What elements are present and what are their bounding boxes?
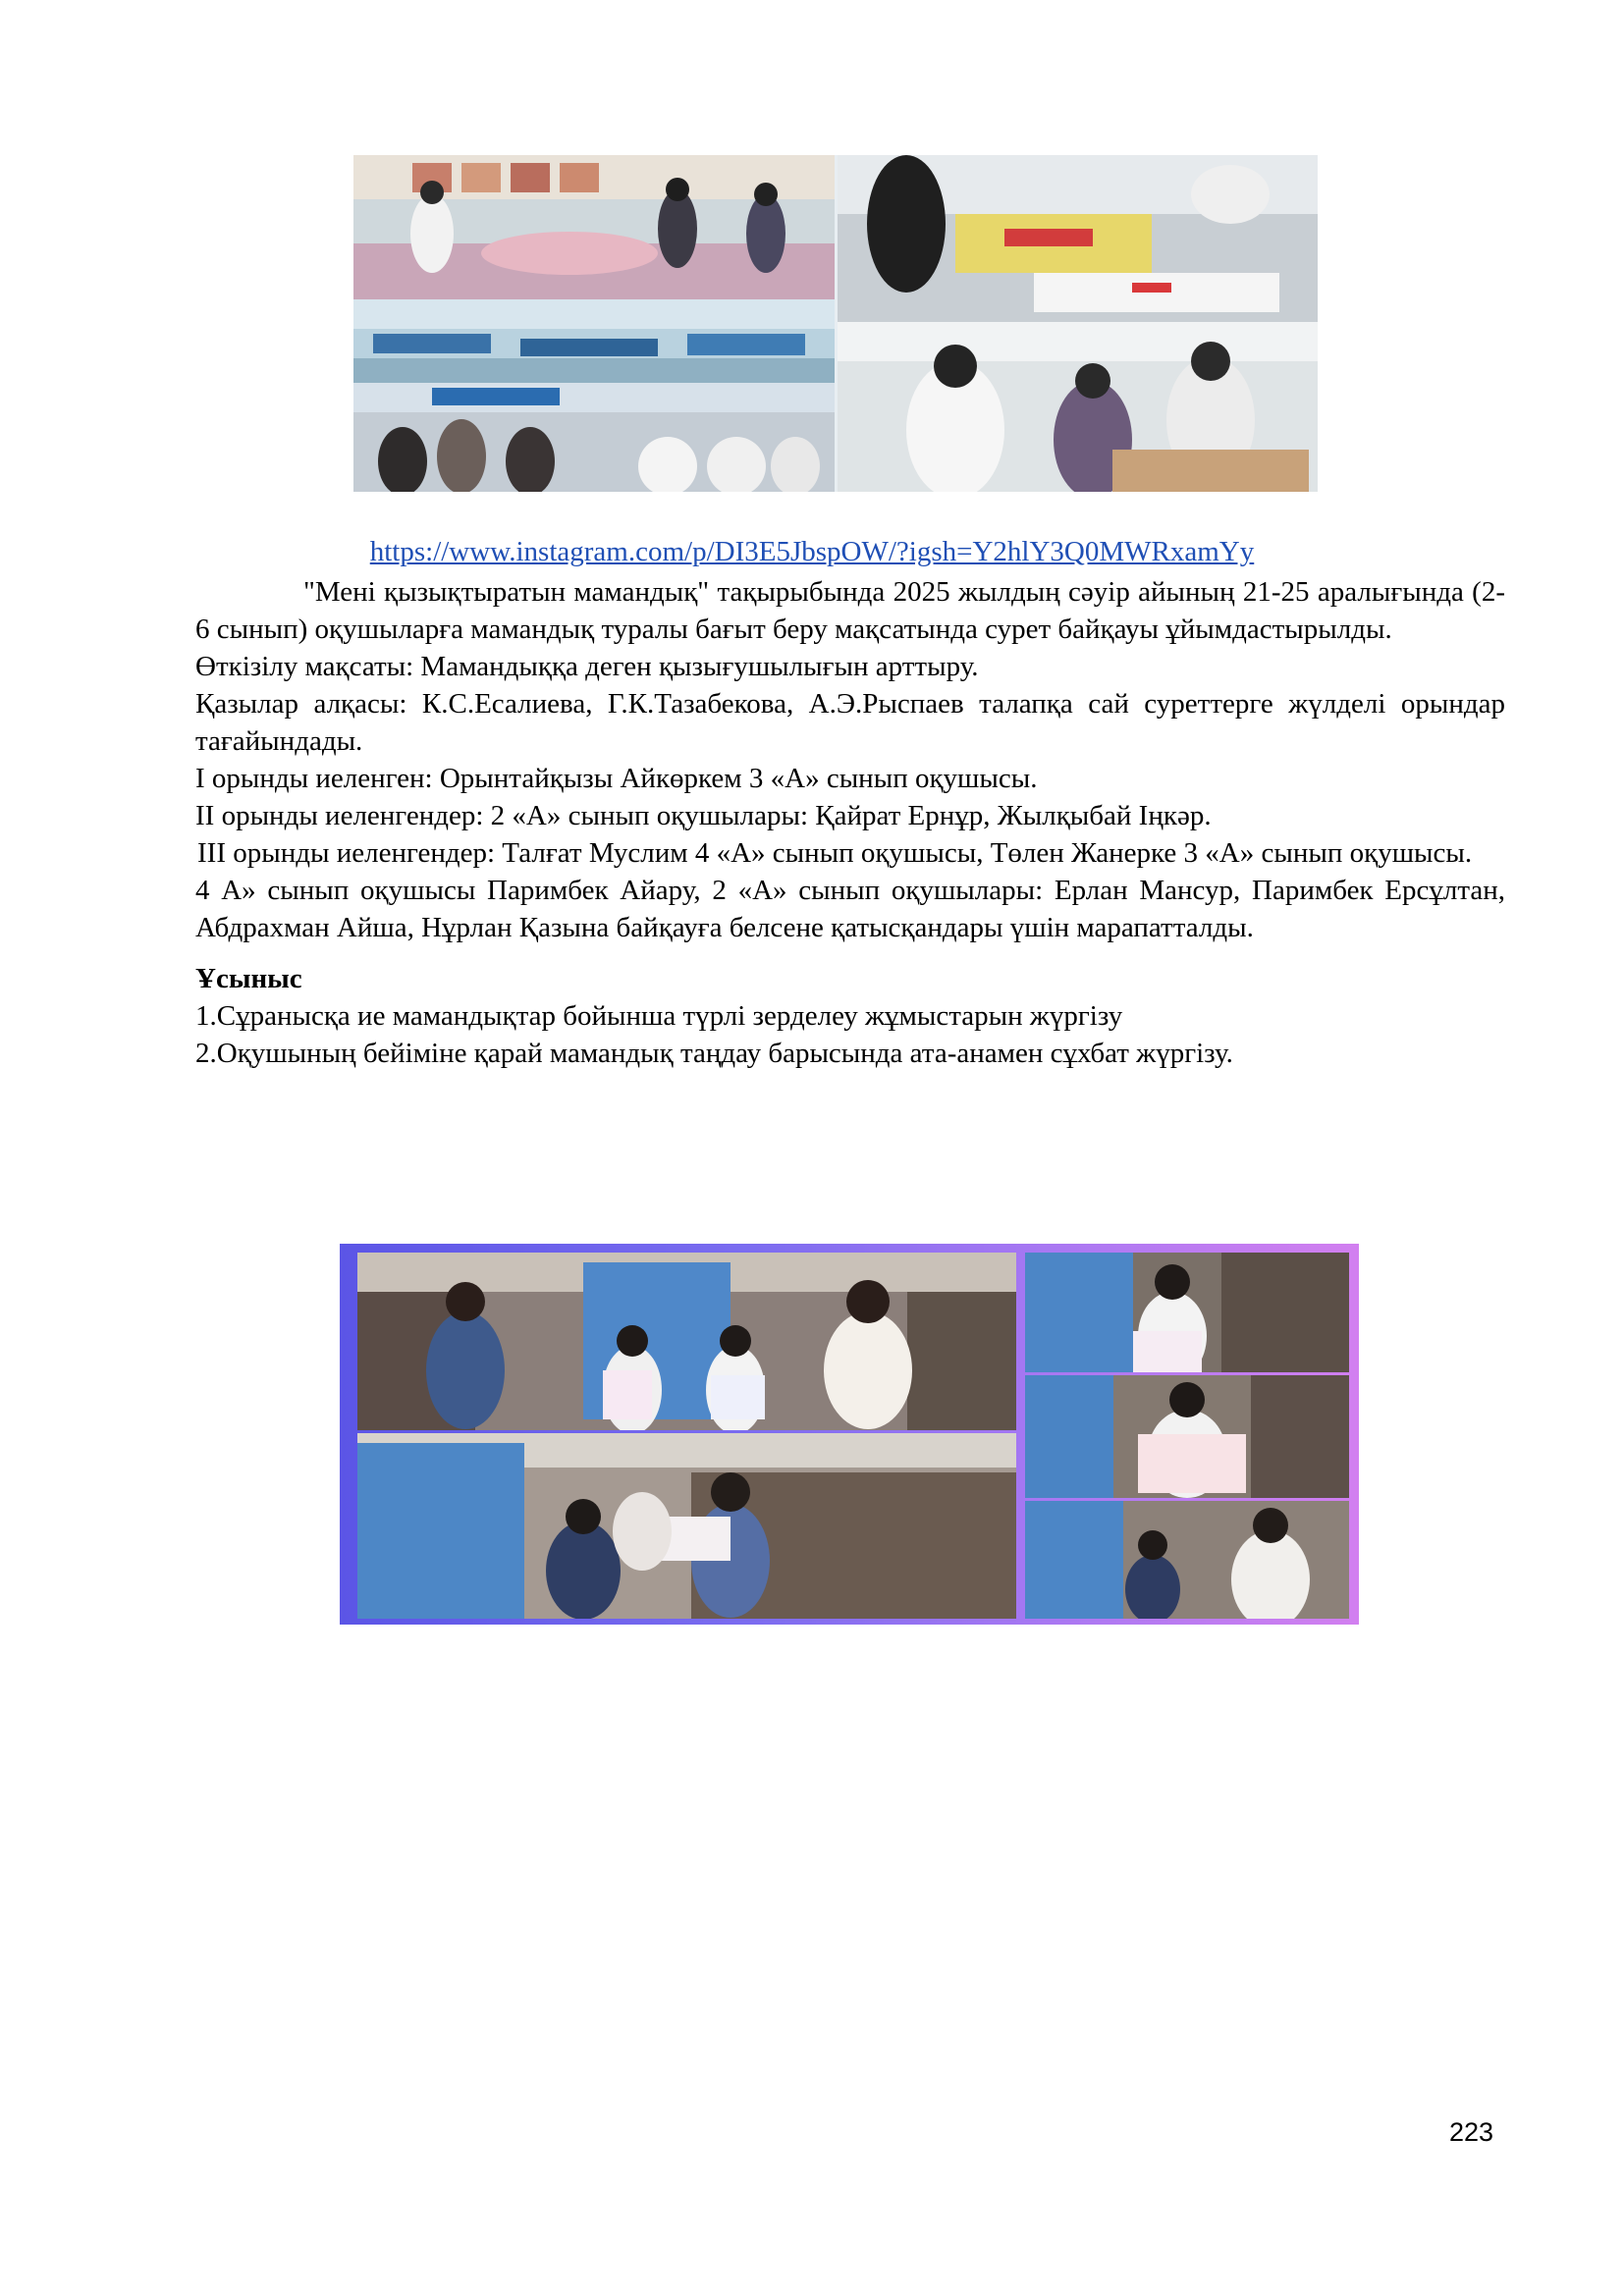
medical-roleplay-photo	[838, 322, 1318, 492]
paragraph-goal: Өткізілу мақсаты: Мамандыққа деген қызығушылығын арттыру.	[195, 651, 979, 682]
page-number: 223	[1449, 2117, 1494, 2147]
award-photo-4	[1025, 1375, 1349, 1498]
section-heading: Ұсыныс	[195, 963, 302, 994]
award-photo-1	[357, 1253, 1016, 1430]
classroom-photo-2	[353, 299, 835, 383]
award-photo-5	[1025, 1501, 1349, 1619]
report-text	[195, 573, 1505, 1072]
paragraph-intro: "Мені қызықтыратын мамандық" тақырыбында 2025 жылдың сәуір айының 21-25 аралығында (2-6 сынып) оқушыларға мамандық туралы бағыт беру мақсатында сурет байқауы ұйымдастырылды.	[195, 576, 1505, 645]
top-photo-collage	[353, 155, 1318, 492]
instagram-link[interactable]: https://www.instagram.com/p/DI3E5JbspOW/?igsh=Y2hlY3Q0MWRxamYy	[369, 536, 1255, 567]
recommendation-item: 1.Сұранысқа ие мамандықтар бойынша түрлі зерделеу жұмыстарын жүргізу	[195, 1000, 1123, 1032]
paragraph-second-place: II орынды иеленгендер: 2 «А» сынып оқушылары: Қайрат Ернұр, Жылқыбай Іңкәр.	[195, 800, 1212, 831]
recommendation-item: 2.Оқушының бейіміне қарай мамандық таңдау барысында ата-анамен сұхбат жүргізу.	[195, 1038, 1233, 1069]
ambulance-model-photo	[838, 155, 1318, 322]
paragraph-third-place: III орынды иеленгендер: Талғат Муслим 4 «А» сынып оқушысы, Төлен Жанерке 3 «А» сынып оқушысы.	[197, 837, 1473, 869]
paragraph-participants: 4 А» сынып оқушысы Паримбек Айару, 2 «А» сынып оқушылары: Ерлан Мансур, Паримбек Ерсұлтан, Абдрахман Айша, Нұрлан Қазына байқауға белсене қатысқандары үшін марапатталды.	[195, 875, 1505, 943]
award-photo-3	[1025, 1253, 1349, 1372]
classroom-photo-3	[353, 383, 835, 492]
bottom-photo-collage	[340, 1244, 1359, 1625]
award-photo-2	[357, 1433, 1016, 1619]
paragraph-jury: Қазылар алқасы: К.С.Есалиева, Г.К.Тазабекова, А.Э.Рыспаев талапқа сай суреттерге жүлделі орындар тағайындады.	[195, 688, 1505, 757]
paragraph-first-place: I орынды иеленген: Орынтайқызы Айкөркем 3 «А» сынып оқушысы.	[195, 763, 1038, 794]
classroom-photo-1	[353, 155, 835, 299]
